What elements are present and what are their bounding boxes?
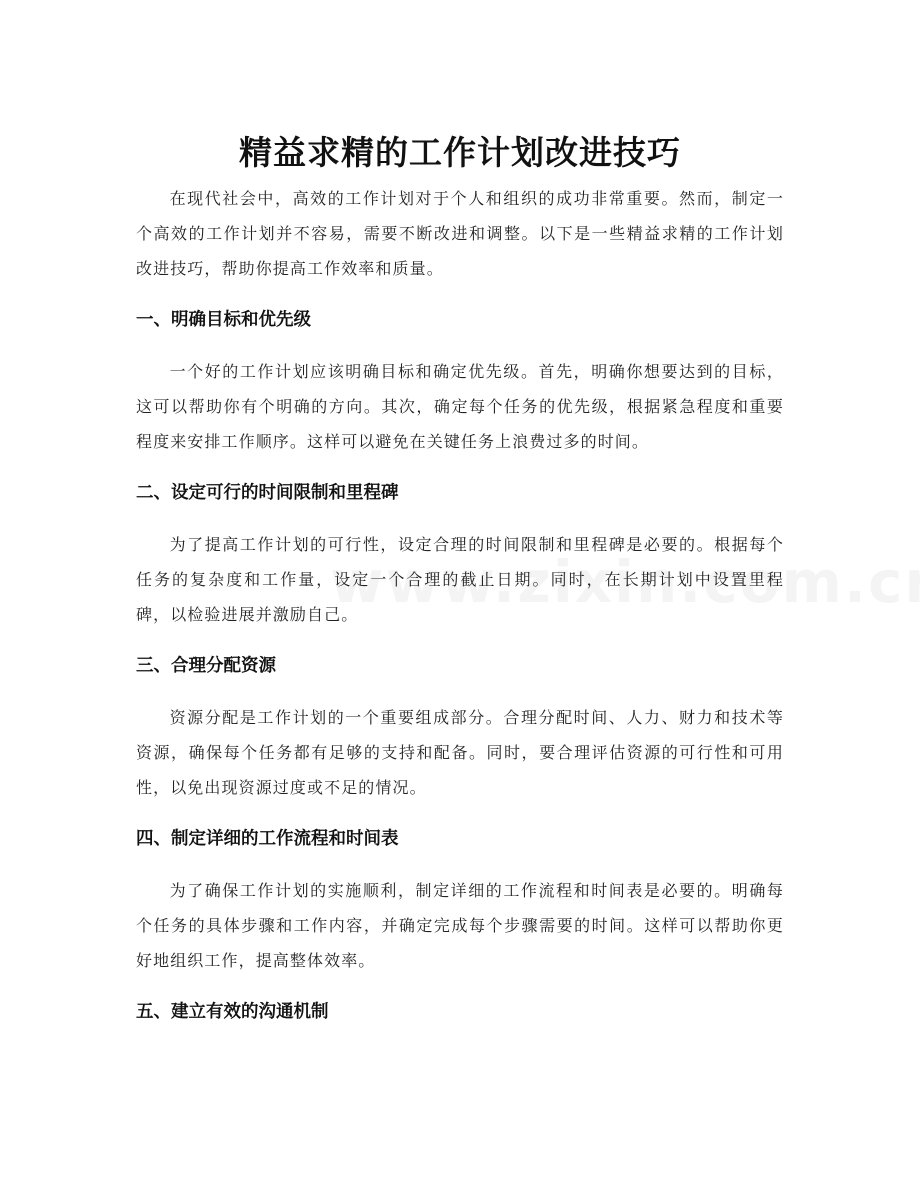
section-2: [136, 478, 784, 632]
section-paragraph: 为了确保工作计划的实施顺利，制定详细的工作流程和时间表是必要的。明确每个任务的具体步骤和工作内容，并确定完成每个步骤需要的时间。这样可以帮助你更好地组织工作，提高整体效率。: [136, 881, 784, 970]
section-heading: 二、设定可行的时间限制和里程碑: [136, 483, 399, 503]
section-heading: 一、明确目标和优先级: [136, 310, 311, 330]
section-paragraph: 为了提高工作计划的可行性，设定合理的时间限制和里程碑是必要的。根据每个任务的复杂度和工作量，设定一个合理的截止日期。同时，在长期计划中设置里程碑，以检验进展并激励自己。: [136, 535, 784, 624]
section-heading: 三、合理分配资源: [136, 656, 276, 676]
section-paragraph: 资源分配是工作计划的一个重要组成部分。合理分配时间、人力、财力和技术等资源，确保每个任务都有足够的支持和配备。同时，要合理评估资源的可行性和可用性，以免出现资源过度或不足的情况。: [136, 708, 784, 797]
section-heading: 五、建立有效的沟通机制: [136, 1002, 329, 1022]
document-body: [136, 181, 784, 1046]
intro-paragraph: 在现代社会中，高效的工作计划对于个人和组织的成功非常重要。然而，制定一个高效的工作计划并不容易，需要不断改进和调整。以下是一些精益求精的工作计划改进技巧，帮助你提高工作效率和质量。: [136, 189, 784, 278]
section-1: [136, 305, 784, 459]
section-heading: 四、制定详细的工作流程和时间表: [136, 829, 399, 849]
section-5: [136, 997, 784, 1027]
document-title: 精益求精的工作计划改进技巧: [239, 133, 681, 173]
section-3: [136, 651, 784, 805]
section-4: [136, 824, 784, 978]
section-paragraph: 一个好的工作计划应该明确目标和确定优先级。首先，明确你想要达到的目标，这可以帮助你有个明确的方向。其次，确定每个任务的优先级，根据紧急程度和重要程度来安排工作顺序。这样可以避免在关键任务上浪费过多的时间。: [136, 362, 784, 451]
